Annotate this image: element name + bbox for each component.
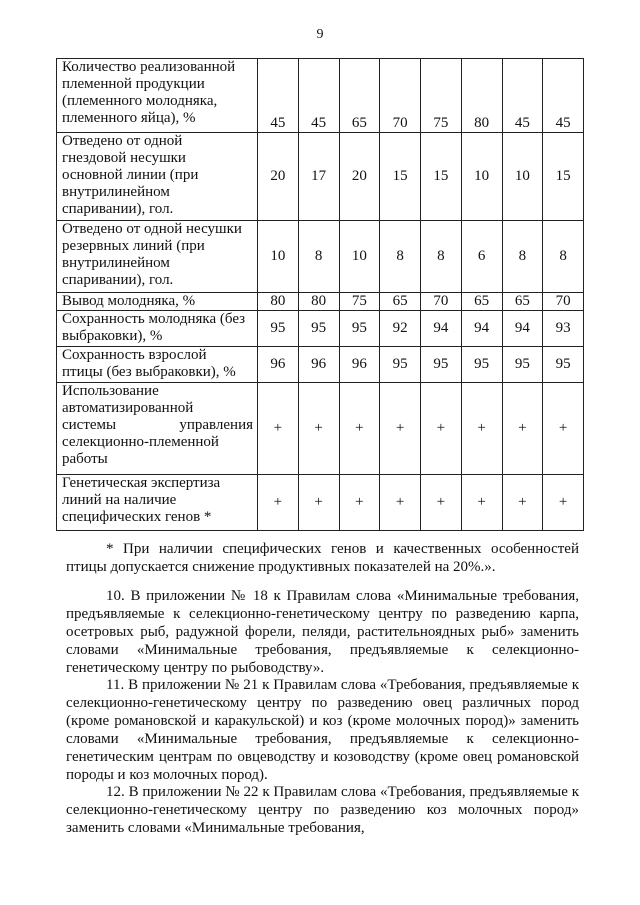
table-cell: 75 [421, 59, 462, 133]
table-cell: 20 [258, 133, 299, 221]
table-row [57, 293, 584, 311]
row-label-line: гнездовой несушки [62, 150, 186, 166]
row-label [57, 475, 258, 531]
row-label [57, 311, 258, 347]
table-cell: + [461, 475, 502, 531]
row-label-line: выбраковки), % [62, 328, 163, 344]
row-label-line: племенного яйца), % [62, 110, 196, 126]
table-cell: + [421, 383, 462, 475]
table-cell: 8 [543, 221, 584, 293]
table-cell: 95 [461, 347, 502, 383]
table-cell: 65 [461, 293, 502, 311]
table-cell: 8 [380, 221, 421, 293]
table-cell: 15 [543, 133, 584, 221]
table-cell: 80 [258, 293, 299, 311]
table-cell: 10 [502, 133, 543, 221]
table-cell: + [380, 475, 421, 531]
row-label-line: Использование [62, 383, 159, 399]
row-label-line: Сохранность молодняка (без [62, 311, 246, 327]
row-label-line: спаривании), гол. [62, 272, 174, 288]
row-label-line: специфических генов * [62, 509, 212, 525]
table-cell: 45 [258, 59, 299, 133]
table-cell: 94 [461, 311, 502, 347]
row-label-line: автоматизированной [62, 400, 194, 416]
table-cell: 94 [502, 311, 543, 347]
row-label-line: спаривании), гол. [62, 201, 174, 217]
table-cell: 8 [421, 221, 462, 293]
table-cell: + [298, 383, 339, 475]
table-cell: 95 [258, 311, 299, 347]
paragraph-11-text: 11. В приложении № 21 к Правилам слова «Требования, предъявляемые к селекционно-генетическому центру по разведению овец различных пород (кроме романовской и каракульской) и коз (кроме молочных пород)» заменить словами «Минимальные требования, предъявляемые к селекционно-генетическим центрам по овцеводству и козоводству (кроме овец романовской породы и коз молочных пород). [66, 677, 579, 783]
table-cell: 20 [339, 133, 380, 221]
table-cell: + [380, 383, 421, 475]
table-cell: 96 [298, 347, 339, 383]
table-row [57, 383, 584, 475]
table-cell: 10 [258, 221, 299, 293]
table-cell: 10 [339, 221, 380, 293]
row-label [57, 383, 258, 475]
table-row [57, 311, 584, 347]
table-cell: 95 [339, 311, 380, 347]
row-label-line: Отведено от одной несушки [62, 221, 242, 237]
table-cell: 95 [543, 347, 584, 383]
row-label-line: Отведено от одной [62, 133, 183, 149]
table-row [57, 221, 584, 293]
row-label-line: Сохранность взрослой [62, 347, 207, 363]
row-label-line: работы [62, 451, 108, 467]
row-label [57, 59, 258, 133]
row-label-line: птицы (без выбраковки), % [62, 364, 236, 380]
table-cell: + [543, 475, 584, 531]
table-cell: 96 [258, 347, 299, 383]
table-cell: + [298, 475, 339, 531]
table-cell: 45 [543, 59, 584, 133]
table-cell: 8 [298, 221, 339, 293]
row-label-line: Генетическая экспертиза [62, 475, 221, 491]
table-cell: 65 [339, 59, 380, 133]
table-row [57, 475, 584, 531]
table-cell: + [543, 383, 584, 475]
table-cell: 70 [543, 293, 584, 311]
table-row [57, 133, 584, 221]
table-cell: 92 [380, 311, 421, 347]
table-cell: 65 [380, 293, 421, 311]
table-cell: + [339, 475, 380, 531]
paragraph-12-text: 12. В приложении № 22 к Правилам слова «Требования, предъявляемые к селекционно-генетическому центру по разведению коз молочных пород» заменить словами «Минимальные требования, [66, 784, 579, 836]
table-cell: 70 [380, 59, 421, 133]
table-row [57, 347, 584, 383]
footnote [66, 540, 579, 576]
table-cell: 93 [543, 311, 584, 347]
table-cell: 95 [298, 311, 339, 347]
table-cell: 6 [461, 221, 502, 293]
row-label [57, 347, 258, 383]
table-cell: 95 [502, 347, 543, 383]
table-cell: 45 [502, 59, 543, 133]
requirements-table [56, 58, 584, 531]
table-cell: + [258, 475, 299, 531]
table-cell: + [421, 475, 462, 531]
row-label-line: линий на наличие [62, 492, 177, 508]
table-cell: 80 [461, 59, 502, 133]
table-cell: 70 [421, 293, 462, 311]
table-cell: 15 [421, 133, 462, 221]
table-cell: 65 [502, 293, 543, 311]
table-cell: 45 [298, 59, 339, 133]
table-cell: 75 [339, 293, 380, 311]
row-label-line: селекционно-племенной [62, 434, 219, 450]
row-label-line: Количество реализованной [62, 59, 236, 75]
table-cell: 10 [461, 133, 502, 221]
row-label-line: Вывод молодняка, % [62, 293, 196, 309]
table-cell: 96 [339, 347, 380, 383]
table-cell: 95 [421, 347, 462, 383]
page-number: 9 [316, 27, 324, 42]
row-label-line: основной линии (при [62, 167, 199, 183]
table-cell: + [258, 383, 299, 475]
table-row [57, 59, 584, 133]
table-cell: + [502, 383, 543, 475]
footnote-text: * При наличии специфических генов и качественных особенностей птицы допускается снижение продуктивных показателей на 20%.». [66, 541, 579, 575]
table-cell: + [339, 383, 380, 475]
table-cell: + [461, 383, 502, 475]
row-label [57, 133, 258, 221]
row-label-line: племенной продукции [62, 76, 205, 92]
row-label-line: резервных линий (при [62, 238, 205, 254]
table-cell: 17 [298, 133, 339, 221]
table-cell: 95 [380, 347, 421, 383]
row-label [57, 221, 258, 293]
paragraph-12 [66, 783, 579, 837]
paragraph-11 [66, 676, 579, 784]
paragraph-10-text: 10. В приложении № 18 к Правилам слова «Минимальные требования, предъявляемые к селекционно-генетическому центру по разведению карпа, осетровых рыб, радужной форели, пеляди, растительноядных рыб» заменить словами «Минимальные требования, предъявляемые к селекционно-генетическому центру по рыбоводству». [66, 588, 579, 676]
row-label-line: системы управления [62, 417, 253, 433]
row-label-line: внутрилинейном [62, 184, 170, 200]
table-cell: 8 [502, 221, 543, 293]
table-cell: 80 [298, 293, 339, 311]
table-cell: 94 [421, 311, 462, 347]
row-label-line: внутрилинейном [62, 255, 170, 271]
row-label [57, 293, 258, 311]
table-cell: + [502, 475, 543, 531]
row-label-line: (племенного молодняка, [62, 93, 218, 109]
table-cell: 15 [380, 133, 421, 221]
paragraph-10 [66, 587, 579, 677]
